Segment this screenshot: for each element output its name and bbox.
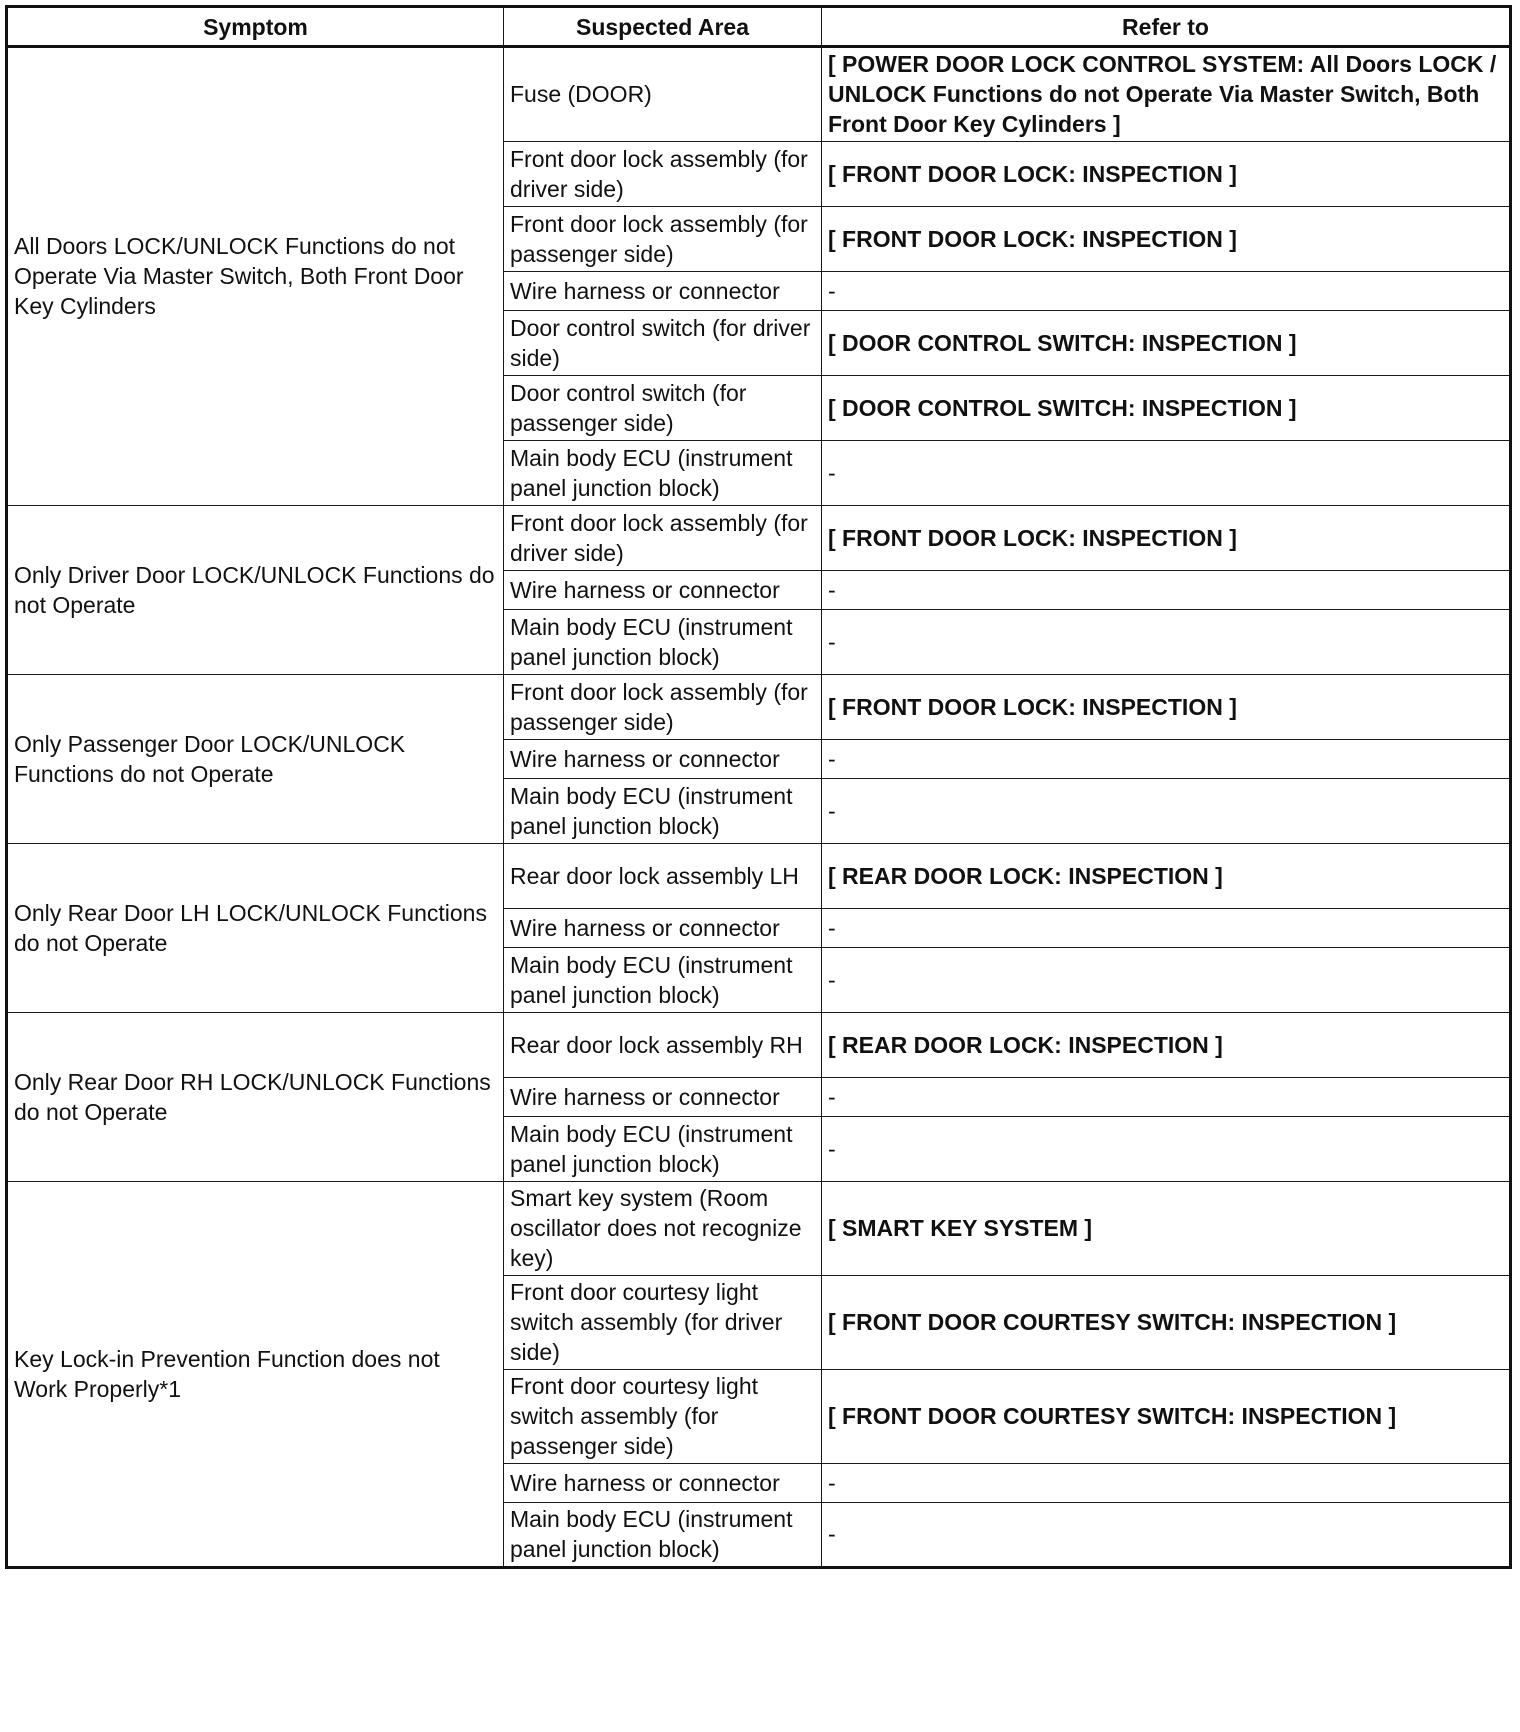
suspected-area-cell: Front door courtesy light switch assembly (for passenger side) <box>504 1370 822 1464</box>
symptom-cell: Only Rear Door RH LOCK/UNLOCK Functions do not Operate <box>7 1013 504 1182</box>
header-row <box>7 7 1511 47</box>
table-row <box>7 1013 1511 1078</box>
suspected-area-cell: Fuse (DOOR) <box>504 47 822 142</box>
document-page <box>5 5 1512 1569</box>
suspected-area-cell: Front door courtesy light switch assembly (for driver side) <box>504 1276 822 1370</box>
refer-to-cell: [ DOOR CONTROL SWITCH: INSPECTION ] <box>822 376 1511 441</box>
header-suspected-area: Suspected Area <box>504 7 822 47</box>
refer-to-cell: [ FRONT DOOR COURTESY SWITCH: INSPECTION ] <box>822 1276 1511 1370</box>
refer-to-cell: - <box>822 1078 1511 1117</box>
suspected-area-cell: Wire harness or connector <box>504 909 822 948</box>
symptom-cell: All Doors LOCK/UNLOCK Functions do not Operate Via Master Switch, Both Front Door Key Cylinders <box>7 47 504 506</box>
refer-to-cell: [ FRONT DOOR LOCK: INSPECTION ] <box>822 207 1511 272</box>
table-row <box>7 675 1511 740</box>
suspected-area-cell: Wire harness or connector <box>504 1464 822 1503</box>
suspected-area-cell: Front door lock assembly (for driver side) <box>504 142 822 207</box>
suspected-area-cell: Main body ECU (instrument panel junction block) <box>504 948 822 1013</box>
refer-to-cell: - <box>822 909 1511 948</box>
suspected-area-cell: Front door lock assembly (for driver side) <box>504 506 822 571</box>
refer-to-cell: - <box>822 571 1511 610</box>
refer-to-cell: - <box>822 948 1511 1013</box>
suspected-area-cell: Wire harness or connector <box>504 740 822 779</box>
table-row <box>7 844 1511 909</box>
table-body <box>7 47 1511 1568</box>
suspected-area-cell: Smart key system (Room oscillator does not recognize key) <box>504 1182 822 1276</box>
refer-to-cell: - <box>822 779 1511 844</box>
suspected-area-cell: Rear door lock assembly RH <box>504 1013 822 1078</box>
symptom-cell: Only Passenger Door LOCK/UNLOCK Functions do not Operate <box>7 675 504 844</box>
refer-to-cell: [ FRONT DOOR LOCK: INSPECTION ] <box>822 675 1511 740</box>
refer-to-cell: [ REAR DOOR LOCK: INSPECTION ] <box>822 1013 1511 1078</box>
refer-to-cell: [ DOOR CONTROL SWITCH: INSPECTION ] <box>822 311 1511 376</box>
symptom-table <box>5 5 1512 1569</box>
refer-to-cell: - <box>822 441 1511 506</box>
header-refer-to: Refer to <box>822 7 1511 47</box>
refer-to-cell: - <box>822 610 1511 675</box>
suspected-area-cell: Wire harness or connector <box>504 272 822 311</box>
suspected-area-cell: Wire harness or connector <box>504 571 822 610</box>
suspected-area-cell: Wire harness or connector <box>504 1078 822 1117</box>
table-row <box>7 47 1511 142</box>
refer-to-cell: [ SMART KEY SYSTEM ] <box>822 1182 1511 1276</box>
suspected-area-cell: Rear door lock assembly LH <box>504 844 822 909</box>
refer-to-cell: [ REAR DOOR LOCK: INSPECTION ] <box>822 844 1511 909</box>
refer-to-cell: - <box>822 1503 1511 1568</box>
suspected-area-cell: Door control switch (for passenger side) <box>504 376 822 441</box>
symptom-cell: Only Rear Door LH LOCK/UNLOCK Functions do not Operate <box>7 844 504 1013</box>
refer-to-cell: - <box>822 1464 1511 1503</box>
refer-to-cell: - <box>822 272 1511 311</box>
suspected-area-cell: Door control switch (for driver side) <box>504 311 822 376</box>
symptom-cell: Key Lock-in Prevention Function does not Work Properly*1 <box>7 1182 504 1568</box>
table-row <box>7 1182 1511 1276</box>
refer-to-cell: [ FRONT DOOR LOCK: INSPECTION ] <box>822 506 1511 571</box>
suspected-area-cell: Main body ECU (instrument panel junction block) <box>504 1503 822 1568</box>
suspected-area-cell: Main body ECU (instrument panel junction block) <box>504 779 822 844</box>
header-symptom: Symptom <box>7 7 504 47</box>
refer-to-cell: [ POWER DOOR LOCK CONTROL SYSTEM: All Doors LOCK / UNLOCK Functions do not Operate Via Master Switch, Both Front Door Key Cylinders ] <box>822 47 1511 142</box>
refer-to-cell: - <box>822 1117 1511 1182</box>
refer-to-cell: [ FRONT DOOR LOCK: INSPECTION ] <box>822 142 1511 207</box>
refer-to-cell: - <box>822 740 1511 779</box>
suspected-area-cell: Main body ECU (instrument panel junction block) <box>504 441 822 506</box>
suspected-area-cell: Front door lock assembly (for passenger side) <box>504 207 822 272</box>
suspected-area-cell: Main body ECU (instrument panel junction block) <box>504 1117 822 1182</box>
suspected-area-cell: Main body ECU (instrument panel junction block) <box>504 610 822 675</box>
symptom-cell: Only Driver Door LOCK/UNLOCK Functions do not Operate <box>7 506 504 675</box>
refer-to-cell: [ FRONT DOOR COURTESY SWITCH: INSPECTION ] <box>822 1370 1511 1464</box>
suspected-area-cell: Front door lock assembly (for passenger side) <box>504 675 822 740</box>
table-row <box>7 506 1511 571</box>
